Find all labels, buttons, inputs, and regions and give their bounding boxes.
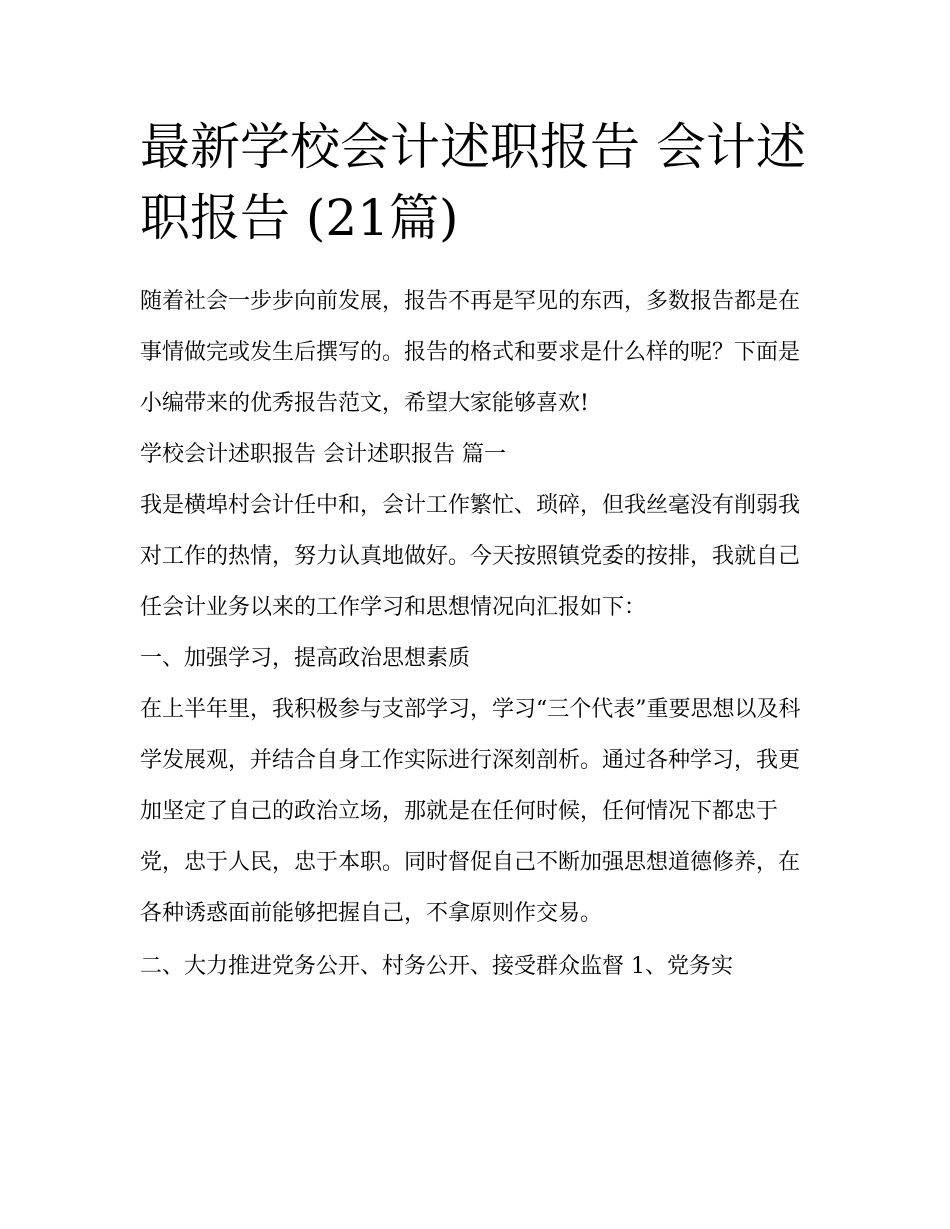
subheading-transparency: 二、大力推进党务公开、村务公开、接受群众监督 1、党务实 [140,954,733,979]
intro-paragraph: 随着社会一步步向前发展，报告不再是罕见的东西，多数报告都是在事情做完或发生后撰写的。报告的格式和要求是什么样的呢？下面是小编带来的优秀报告范文，希望大家能够喜欢! [140,289,801,416]
document-title: 最新学校会计述职报告 会计述职报告 (21篇) [140,118,806,247]
document-body [140,276,820,992]
subheading-study: 一、加强学习，提高政治思想素质 [140,646,471,671]
section-heading-part-one: 学校会计述职报告 会计述职报告 篇一 [140,442,506,467]
self-introduction-paragraph: 我是横埠村会计任中和，会计工作繁忙、琐碎，但我丝毫没有削弱我对工作的热情，努力认真地做好。今天按照镇党委的按排，我就自己任会计业务以来的工作学习和思想情况向汇报如下： [140,493,801,620]
study-paragraph: 在上半年里，我积极参与支部学习，学习“三个代表”重要思想以及科学发展观，并结合自身工作实际进行深刻剖析。通过各种学习，我更加坚定了自己的政治立场，那就是在任何时候，任何情况下都忠于党，忠于人民，忠于本职。同时督促自己不断加强思想道德修养，在各种诱惑面前能够把握自己，不拿原则作交易。 [140,697,801,926]
